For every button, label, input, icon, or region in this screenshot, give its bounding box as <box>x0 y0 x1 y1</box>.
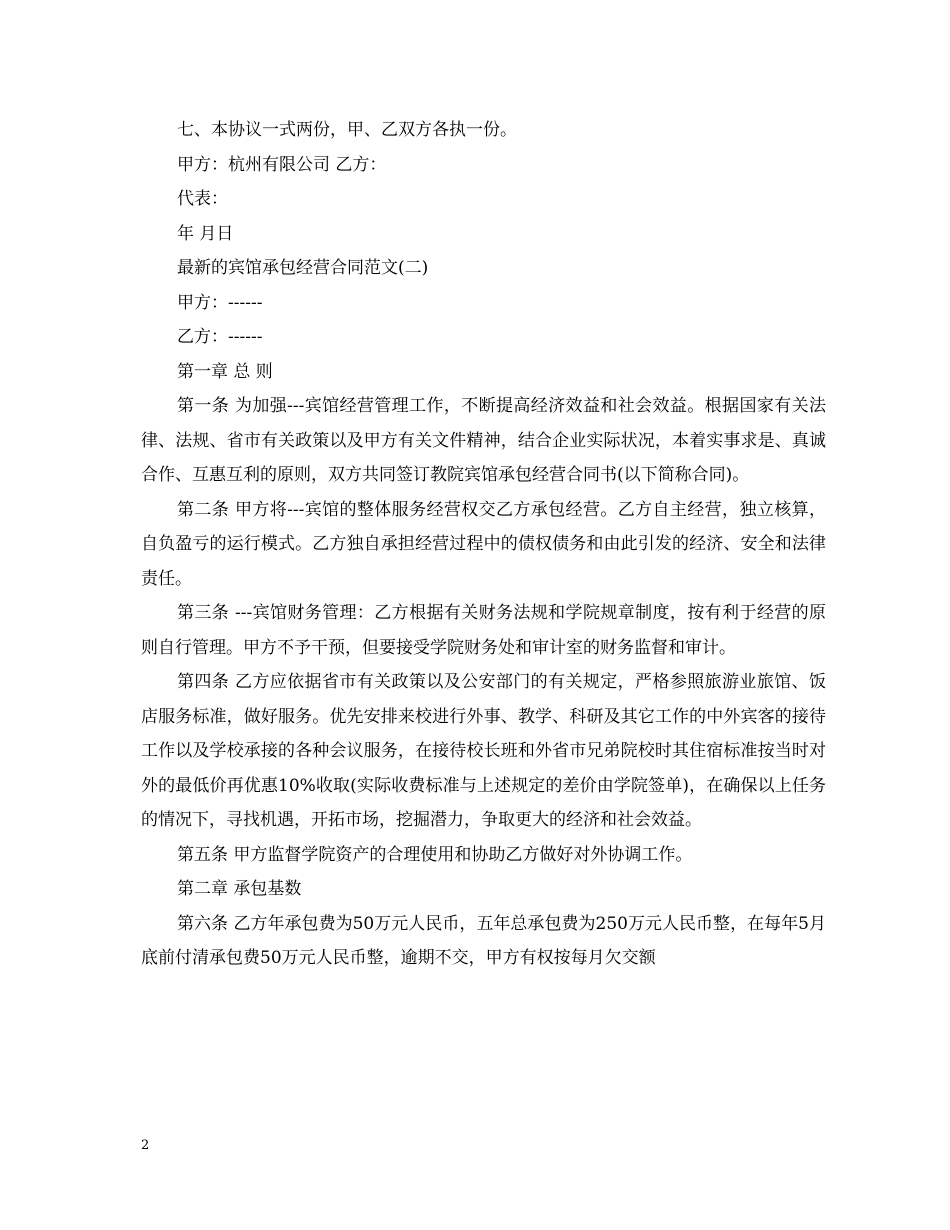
chapter-one-heading: 第一章 总 则 <box>177 361 273 382</box>
document-body <box>141 113 826 976</box>
chapter-two-heading: 第二章 承包基数 <box>177 879 302 899</box>
party-a-line: 甲方：------ <box>177 292 263 313</box>
contract-title: 最新的宾馆承包经营合同范文(二) <box>177 258 429 278</box>
representative-line: 代表： <box>177 189 228 209</box>
clause-seven: 七、本协议一式两份，甲、乙双方各执一份。 <box>177 120 517 140</box>
article-four: 第四条 乙方应依据省市有关政策以及公安部门的有关规定，严格参照旅游业旅馆、饭店服务标准，做好服务。优先安排来校进行外事、教学、科研及其它工作的中外宾客的接待工作以及学校承接的各种会议服务，在接待校长班和外省市兄弟院校时其住宿标准按当时对外的最低价再优惠10%收取(实际收费标准与上述规定的差价由学院签单)，在确保以上任务的情况下，寻找机遇，开拓市场，挖掘潜力，争取更大的经济和社会效益。 <box>141 672 826 830</box>
page-number: 2 <box>141 1138 150 1153</box>
article-five: 第五条 甲方监督学院资产的合理使用和协助乙方做好对外协调工作。 <box>177 844 693 865</box>
party-b-line: 乙方：------ <box>177 327 263 347</box>
article-one: 第一条 为加强---宾馆经营管理工作，不断提高经济效益和社会效益。根据国家有关法律、法规、省市有关政策以及甲方有关文件精神，结合企业实际状况，本着实事求是、真诚合作、互惠互利的原则，双方共同签订教院宾馆承包经营合同书(以下简称合同)。 <box>141 396 826 485</box>
date-line: 年 月日 <box>177 223 234 244</box>
article-three: 第三条 ---宾馆财务管理：乙方根据有关财务法规和学院规章制度，按有利于经营的原则自行管理。甲方不予干预，但要接受学院财务处和审计室的财务监督和审计。 <box>141 603 826 658</box>
party-a-b-signature-line: 甲方：杭州有限公司 乙方： <box>177 154 387 175</box>
article-six: 第六条 乙方年承包费为50万元人民币，五年总承包费为250万元人民币整，在每年5月底前付清承包费50万元人民币整，逾期不交，甲方有权按每月欠交额 <box>141 913 826 968</box>
article-two: 第二条 甲方将---宾馆的整体服务经营权交乙方承包经营。乙方自主经营，独立核算，自负盈亏的运行模式。乙方独自承担经营过程中的债权债务和由此引发的经济、安全和法律责任。 <box>141 499 826 589</box>
